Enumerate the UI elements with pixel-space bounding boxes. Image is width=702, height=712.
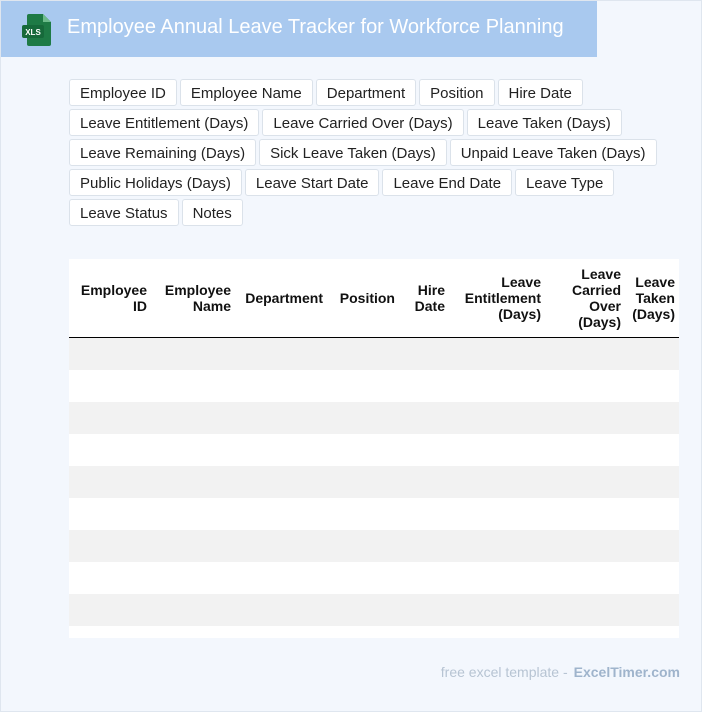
table-cell[interactable] — [545, 530, 625, 562]
table-cell[interactable] — [327, 402, 399, 434]
table-cell[interactable] — [151, 562, 235, 594]
table-cell[interactable] — [625, 402, 679, 434]
table-cell[interactable] — [69, 626, 151, 638]
table-cell[interactable] — [545, 338, 625, 371]
table-cell[interactable] — [625, 466, 679, 498]
table-cell[interactable] — [151, 594, 235, 626]
field-chip[interactable]: Leave End Date — [382, 169, 512, 196]
field-chip[interactable]: Leave Taken (Days) — [467, 109, 622, 136]
table-cell[interactable] — [235, 434, 327, 466]
table-cell[interactable] — [69, 594, 151, 626]
column-header: Employee Name — [151, 259, 235, 338]
table-cell[interactable] — [327, 626, 399, 638]
table-cell[interactable] — [327, 434, 399, 466]
table-cell[interactable] — [449, 370, 545, 402]
field-chip[interactable]: Hire Date — [498, 79, 583, 106]
table-cell[interactable] — [399, 594, 449, 626]
table-cell[interactable] — [69, 562, 151, 594]
table-cell[interactable] — [69, 370, 151, 402]
field-chip-list — [69, 79, 669, 226]
table-cell[interactable] — [545, 562, 625, 594]
column-header: Hire Date — [399, 259, 449, 338]
table-cell[interactable] — [235, 626, 327, 638]
table-cell[interactable] — [449, 466, 545, 498]
table-cell[interactable] — [399, 402, 449, 434]
svg-text:XLS: XLS — [25, 28, 41, 37]
table-row — [69, 466, 679, 498]
table-cell[interactable] — [327, 562, 399, 594]
table-cell[interactable] — [69, 402, 151, 434]
table-cell[interactable] — [151, 626, 235, 638]
table-cell[interactable] — [235, 498, 327, 530]
table-row — [69, 626, 679, 638]
table-cell[interactable] — [327, 498, 399, 530]
table-cell[interactable] — [69, 498, 151, 530]
footer-text: free excel template - — [440, 664, 568, 680]
table-cell[interactable] — [235, 530, 327, 562]
table-cell[interactable] — [399, 466, 449, 498]
table-cell[interactable] — [151, 402, 235, 434]
field-chip[interactable]: Leave Entitlement (Days) — [69, 109, 259, 136]
table-header-row — [69, 259, 679, 338]
table-cell[interactable] — [625, 434, 679, 466]
column-header: Leave Carried Over (Days) — [545, 259, 625, 338]
page-title: Employee Annual Leave Tracker for Workforce Planning — [67, 16, 564, 38]
table-cell[interactable] — [399, 530, 449, 562]
column-header: Department — [235, 259, 327, 338]
table-cell[interactable] — [449, 338, 545, 371]
table-cell[interactable] — [625, 338, 679, 371]
table-cell[interactable] — [151, 530, 235, 562]
table-cell[interactable] — [399, 434, 449, 466]
table-cell[interactable] — [449, 562, 545, 594]
table-cell[interactable] — [151, 466, 235, 498]
field-chip[interactable]: Leave Type — [515, 169, 614, 196]
column-header: Position — [327, 259, 399, 338]
header-bar — [1, 1, 597, 57]
table-cell[interactable] — [449, 498, 545, 530]
field-chip[interactable]: Position — [419, 79, 494, 106]
table-cell[interactable] — [151, 338, 235, 371]
table-cell[interactable] — [151, 498, 235, 530]
field-chip[interactable]: Department — [316, 79, 416, 106]
table-cell[interactable] — [399, 370, 449, 402]
field-chip[interactable]: Employee Name — [180, 79, 313, 106]
table-cell[interactable] — [151, 370, 235, 402]
table-cell[interactable] — [69, 434, 151, 466]
footer-brand-link[interactable]: ExcelTimer.com — [573, 664, 680, 680]
table-cell[interactable] — [69, 530, 151, 562]
table-cell[interactable] — [625, 370, 679, 402]
table-cell[interactable] — [449, 530, 545, 562]
footer — [441, 664, 680, 680]
table-cell[interactable] — [235, 594, 327, 626]
table-cell[interactable] — [327, 594, 399, 626]
table-cell[interactable] — [399, 498, 449, 530]
column-header: Leave Taken (Days) — [625, 259, 679, 338]
field-chip[interactable]: Unpaid Leave Taken (Days) — [450, 139, 657, 166]
table-row — [69, 594, 679, 626]
table-cell[interactable] — [625, 498, 679, 530]
table-cell[interactable] — [235, 562, 327, 594]
table-cell[interactable] — [545, 434, 625, 466]
table-cell[interactable] — [235, 402, 327, 434]
table-cell[interactable] — [399, 338, 449, 371]
table-cell[interactable] — [545, 402, 625, 434]
table-cell[interactable] — [545, 370, 625, 402]
table-cell[interactable] — [625, 530, 679, 562]
table-cell[interactable] — [545, 594, 625, 626]
table-cell[interactable] — [235, 466, 327, 498]
table-row — [69, 498, 679, 530]
table-cell[interactable] — [327, 338, 399, 371]
table-cell[interactable] — [625, 562, 679, 594]
table-cell[interactable] — [449, 594, 545, 626]
table-cell[interactable] — [449, 626, 545, 638]
column-header: Leave Entitlement (Days) — [449, 259, 545, 338]
table-row — [69, 530, 679, 562]
table-cell[interactable] — [625, 594, 679, 626]
table-cell[interactable] — [449, 402, 545, 434]
table-cell[interactable] — [151, 434, 235, 466]
field-chip[interactable]: Leave Status — [69, 199, 179, 226]
column-header: Employee ID — [69, 259, 151, 338]
table-cell[interactable] — [449, 434, 545, 466]
excel-file-icon — [21, 13, 53, 47]
field-chip[interactable]: Leave Start Date — [245, 169, 380, 196]
table-row — [69, 434, 679, 466]
table-row — [69, 562, 679, 594]
table-cell[interactable] — [69, 338, 151, 371]
table-row — [69, 402, 679, 434]
table-cell[interactable] — [327, 370, 399, 402]
field-chip[interactable]: Employee ID — [69, 79, 177, 106]
field-chip[interactable]: Sick Leave Taken (Days) — [259, 139, 447, 166]
leave-table — [69, 259, 679, 638]
table-cell[interactable] — [545, 626, 625, 638]
table-cell[interactable] — [399, 562, 449, 594]
table-cell[interactable] — [545, 466, 625, 498]
field-chip[interactable]: Public Holidays (Days) — [69, 169, 242, 196]
field-chip[interactable]: Leave Remaining (Days) — [69, 139, 256, 166]
table-cell[interactable] — [235, 338, 327, 371]
table-cell[interactable] — [69, 466, 151, 498]
table-cell[interactable] — [327, 466, 399, 498]
field-chip[interactable]: Notes — [182, 199, 243, 226]
table-cell[interactable] — [545, 498, 625, 530]
table-row — [69, 370, 679, 402]
table-cell[interactable] — [399, 626, 449, 638]
table-cell[interactable] — [625, 626, 679, 638]
table-cell[interactable] — [235, 370, 327, 402]
table-cell[interactable] — [327, 530, 399, 562]
table-row — [69, 338, 679, 371]
field-chip[interactable]: Leave Carried Over (Days) — [262, 109, 463, 136]
